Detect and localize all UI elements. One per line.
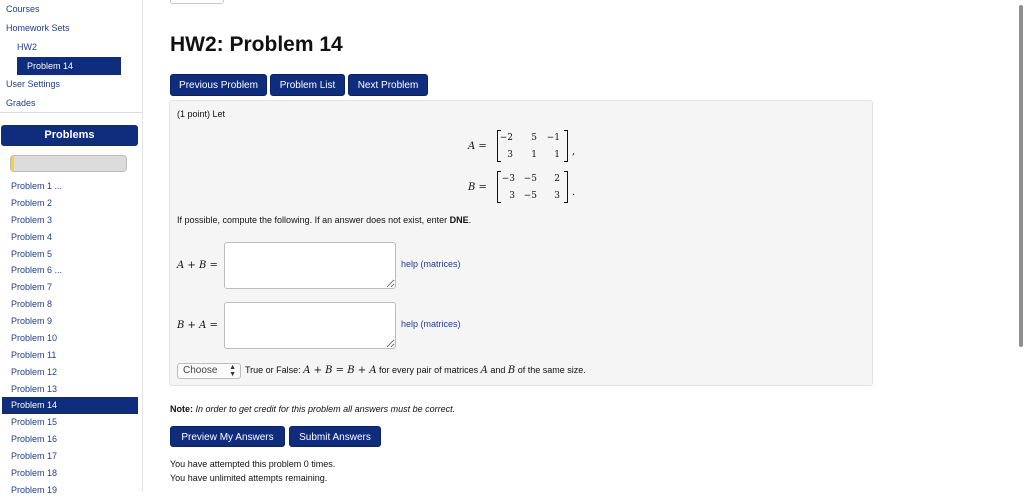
remaining-attempts-text: You have unlimited attempts remaining. bbox=[170, 473, 328, 483]
nav-current-problem[interactable]: Problem 14 bbox=[17, 57, 121, 75]
previous-problem-button[interactable]: Previous Problem bbox=[170, 74, 267, 96]
true-false-select-value: Choose bbox=[183, 365, 218, 376]
matrix-a-punctuation: , bbox=[572, 146, 576, 157]
progress-bar-fill bbox=[11, 156, 14, 171]
answer-1-input[interactable] bbox=[224, 242, 396, 289]
problem-list-item[interactable]: Problem 16 bbox=[11, 434, 58, 445]
matrix-a-cell: 1 bbox=[554, 150, 560, 160]
matrix-a-label: A = bbox=[468, 141, 487, 152]
submit-answers-button[interactable]: Submit Answers bbox=[289, 426, 381, 447]
instruction-text bbox=[177, 215, 471, 225]
matrix-a-cell: −2 bbox=[499, 133, 513, 143]
nav-homework-sets-link[interactable]: Homework Sets bbox=[6, 23, 70, 33]
next-problem-button[interactable]: Next Problem bbox=[348, 74, 428, 96]
problem-list-item[interactable]: Problem 13 bbox=[11, 383, 58, 394]
nav-courses-link[interactable]: Courses bbox=[6, 4, 40, 14]
problem-list-item[interactable]: Problem 10 bbox=[11, 332, 58, 343]
matrix-b-cell: −3 bbox=[501, 174, 515, 184]
matrix-a-right-bracket bbox=[564, 130, 568, 162]
tf-and: and bbox=[487, 365, 508, 375]
problem-list-item[interactable]: Problem 8 bbox=[11, 299, 53, 310]
matrix-b-cell: −5 bbox=[523, 174, 537, 184]
attempts-text: You have attempted this problem 0 times. bbox=[170, 459, 336, 469]
instruction-dne: DNE bbox=[449, 215, 469, 225]
problem-list-item[interactable]: Problem 9 bbox=[11, 316, 53, 326]
true-false-statement bbox=[245, 365, 586, 376]
preview-answers-button[interactable]: Preview My Answers bbox=[170, 426, 285, 447]
tf-matrix-b: B bbox=[507, 365, 516, 376]
problems-panel-header: Problems bbox=[1, 125, 138, 146]
matrix-b-cell: 3 bbox=[509, 191, 515, 201]
matrix-b-label: B = bbox=[468, 182, 487, 193]
answer-2-input[interactable] bbox=[224, 302, 396, 349]
true-false-select[interactable] bbox=[177, 363, 241, 379]
page-scrollbar[interactable] bbox=[1019, 5, 1023, 347]
answer-1-label: A + B = bbox=[177, 260, 218, 271]
page-title: HW2: Problem 14 bbox=[170, 33, 343, 56]
answer-2-help-link[interactable]: help (matrices) bbox=[401, 319, 461, 329]
problem-list-item[interactable]: Problem 3 bbox=[11, 214, 53, 225]
tf-matrix-a: A bbox=[480, 365, 488, 376]
matrix-a-cell: 5 bbox=[531, 133, 537, 143]
problem-list-item[interactable]: Problem 2 bbox=[11, 197, 53, 208]
instruction-suffix: . bbox=[468, 215, 472, 225]
matrix-a-cell: 1 bbox=[531, 150, 537, 160]
problem-intro: (1 point) Let bbox=[177, 109, 226, 119]
problem-list-item[interactable]: Problem 11 bbox=[11, 349, 57, 360]
matrix-b-cell: 3 bbox=[554, 191, 560, 201]
problem-list-item[interactable]: Problem 17 bbox=[11, 451, 58, 461]
problem-list-item[interactable]: Problem 1 ... bbox=[11, 181, 63, 191]
top-tab-stub bbox=[170, 0, 224, 4]
nav-hw2-link[interactable]: HW2 bbox=[17, 42, 37, 52]
left-navigation bbox=[0, 0, 142, 495]
note-text: In order to get credit for this problem all answers must be correct. bbox=[193, 404, 456, 414]
matrix-a-cell: −1 bbox=[546, 133, 560, 143]
select-arrows-icon: ▲ ▼ bbox=[229, 364, 236, 378]
problem-list-item[interactable]: Problem 5 bbox=[11, 248, 53, 259]
tf-equation: A + B = B + A bbox=[303, 365, 377, 376]
matrix-b-cell: −5 bbox=[523, 191, 537, 201]
problem-list-item[interactable]: Problem 6 ... bbox=[11, 265, 63, 276]
matrix-a-cell: 3 bbox=[507, 150, 513, 160]
problem-list-item[interactable]: Problem 15 bbox=[11, 417, 58, 428]
note-label: Note: bbox=[170, 404, 193, 414]
answer-2-label: B + A = bbox=[177, 320, 218, 331]
nav-grades-link[interactable]: Grades bbox=[6, 98, 36, 108]
problem-list-item[interactable]: Problem 19 bbox=[11, 484, 58, 495]
nav-divider bbox=[0, 112, 142, 113]
instruction-prefix: If possible, compute the following. If an answer does not exist, enter bbox=[177, 215, 450, 225]
problem-list-item[interactable]: Problem 14 bbox=[2, 397, 138, 414]
nav-user-settings-link[interactable]: User Settings bbox=[6, 79, 61, 89]
problem-list-item[interactable]: Problem 18 bbox=[11, 467, 58, 478]
problem-list-item[interactable]: Problem 12 bbox=[11, 366, 58, 377]
problem-list-button[interactable]: Problem List bbox=[270, 74, 345, 96]
matrix-b-punctuation: . bbox=[572, 187, 576, 198]
matrix-b-cell: 2 bbox=[554, 174, 560, 184]
tf-prefix: True or False: bbox=[245, 365, 304, 375]
credit-note bbox=[170, 404, 455, 414]
problem-list-item[interactable]: Problem 4 bbox=[11, 231, 53, 242]
matrix-b-right-bracket bbox=[564, 171, 568, 203]
problem-list-item[interactable]: Problem 7 bbox=[11, 282, 53, 293]
problem-list bbox=[0, 178, 142, 499]
nav-border bbox=[142, 0, 143, 492]
tf-suffix-1: for every pair of matrices bbox=[376, 365, 481, 375]
tf-suffix-2: of the same size. bbox=[515, 365, 586, 375]
answer-1-help-link[interactable]: help (matrices) bbox=[401, 259, 461, 269]
progress-bar bbox=[10, 155, 127, 172]
